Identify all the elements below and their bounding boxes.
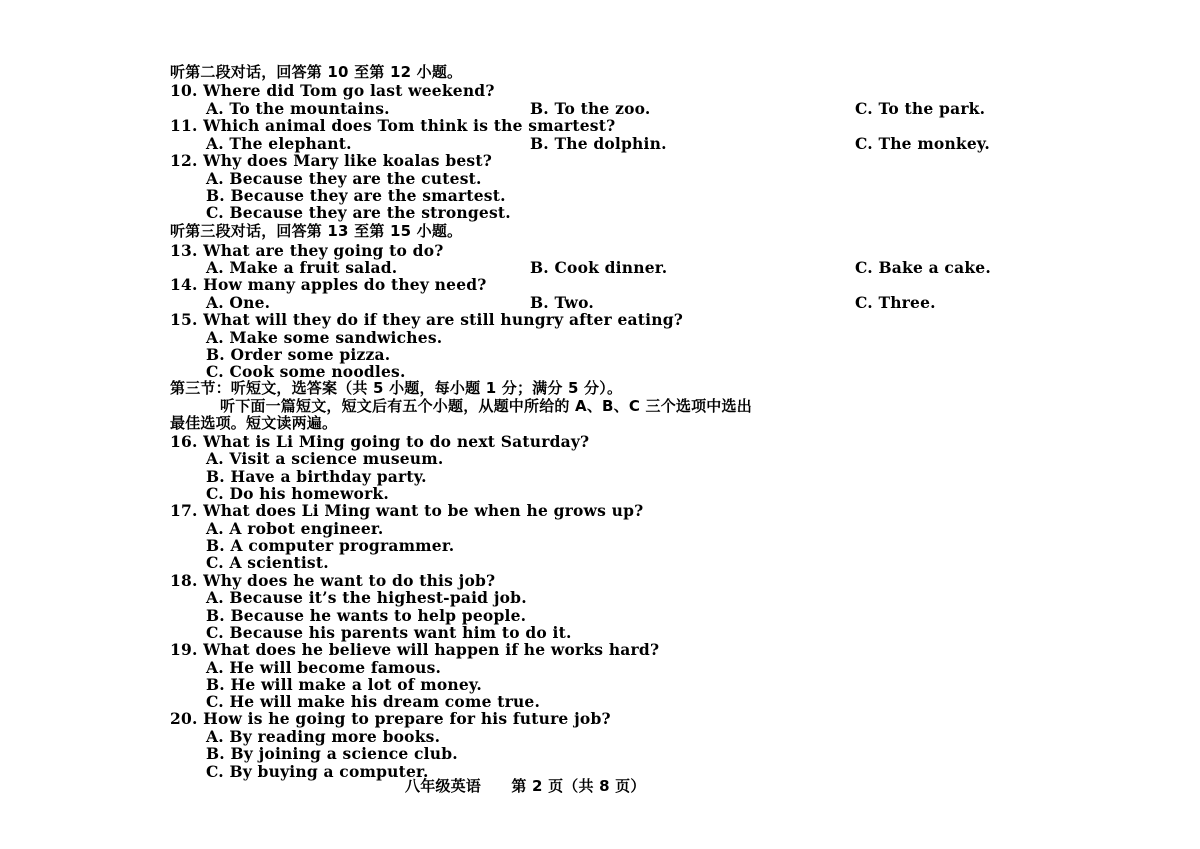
option-15-c: C. Cook some noodles. <box>206 362 406 381</box>
option-18-b: B. Because he wants to help people. <box>206 606 527 625</box>
option-20-b: B. By joining a science club. <box>206 744 458 763</box>
option-14-b: B. Two. <box>530 293 594 312</box>
option-16-c: C. Do his homework. <box>206 484 389 503</box>
option-19-a: A. He will become famous. <box>206 658 442 677</box>
option-16-b: B. Have a birthday party. <box>206 467 427 486</box>
part-3-heading: 第三节：听短文，选答案（共 5 小题，每小题 1 分；满分 5 分）。 <box>170 379 623 397</box>
option-13-b: B. Cook dinner. <box>530 258 668 277</box>
option-16-a: A. Visit a science museum. <box>206 449 444 468</box>
option-17-c: C. A scientist. <box>206 553 329 572</box>
question-13: 13. What are they going to do? <box>170 241 444 260</box>
option-12-b: B. Because they are the smartest. <box>206 186 506 205</box>
option-14-c: C. Three. <box>855 293 936 312</box>
option-20-a: A. By reading more books. <box>206 727 441 746</box>
option-18-a: A. Because it’s the highest-paid job. <box>206 588 527 607</box>
option-15-b: B. Order some pizza. <box>206 345 391 364</box>
option-17-b: B. A computer programmer. <box>206 536 455 555</box>
question-18: 18. Why does he want to do this job? <box>170 571 496 590</box>
option-18-c: C. Because his parents want him to do it. <box>206 623 572 642</box>
question-10: 10. Where did Tom go last weekend? <box>170 81 495 100</box>
part-3-instruction-line-1: 听下面一篇短文，短文后有五个小题，从题中所给的 A、B、C 三个选项中选出 <box>220 397 752 415</box>
option-19-b: B. He will make a lot of money. <box>206 675 482 694</box>
option-10-a: A. To the mountains. <box>206 99 390 118</box>
question-15: 15. What will they do if they are still hungry after eating? <box>170 310 684 329</box>
option-17-a: A. A robot engineer. <box>206 519 384 538</box>
question-19: 19. What does he believe will happen if he works hard? <box>170 640 660 659</box>
option-15-a: A. Make some sandwiches. <box>206 328 443 347</box>
option-10-c: C. To the park. <box>855 99 986 118</box>
option-10-b: B. To the zoo. <box>530 99 651 118</box>
option-13-a: A. Make a fruit salad. <box>206 258 398 277</box>
question-11: 11. Which animal does Tom think is the smartest? <box>170 116 616 135</box>
part-3-instruction-line-2: 最佳选项。短文读两遍。 <box>170 414 338 432</box>
section-instruction-dialogue-3: 听第三段对话，回答第 13 至第 15 小题。 <box>170 222 463 240</box>
option-12-c: C. Because they are the strongest. <box>206 203 511 222</box>
option-19-c: C. He will make his dream come true. <box>206 692 541 711</box>
question-12: 12. Why does Mary like koalas best? <box>170 151 492 170</box>
option-11-a: A. The elephant. <box>206 134 352 153</box>
question-14: 14. How many apples do they need? <box>170 275 487 294</box>
option-11-c: C. The monkey. <box>855 134 990 153</box>
question-16: 16. What is Li Ming going to do next Saturday? <box>170 432 590 451</box>
question-20: 20. How is he going to prepare for his future job? <box>170 709 611 728</box>
page-footer: 八年级英语 第 2 页（共 8 页） <box>405 777 646 795</box>
section-instruction-dialogue-2: 听第二段对话，回答第 10 至第 12 小题。 <box>170 63 463 81</box>
option-12-a: A. Because they are the cutest. <box>206 169 482 188</box>
option-11-b: B. The dolphin. <box>530 134 667 153</box>
option-20-c: C. By buying a computer. <box>206 762 429 781</box>
option-13-c: C. Bake a cake. <box>855 258 991 277</box>
question-17: 17. What does Li Ming want to be when he grows up? <box>170 501 644 520</box>
option-14-a: A. One. <box>206 293 271 312</box>
